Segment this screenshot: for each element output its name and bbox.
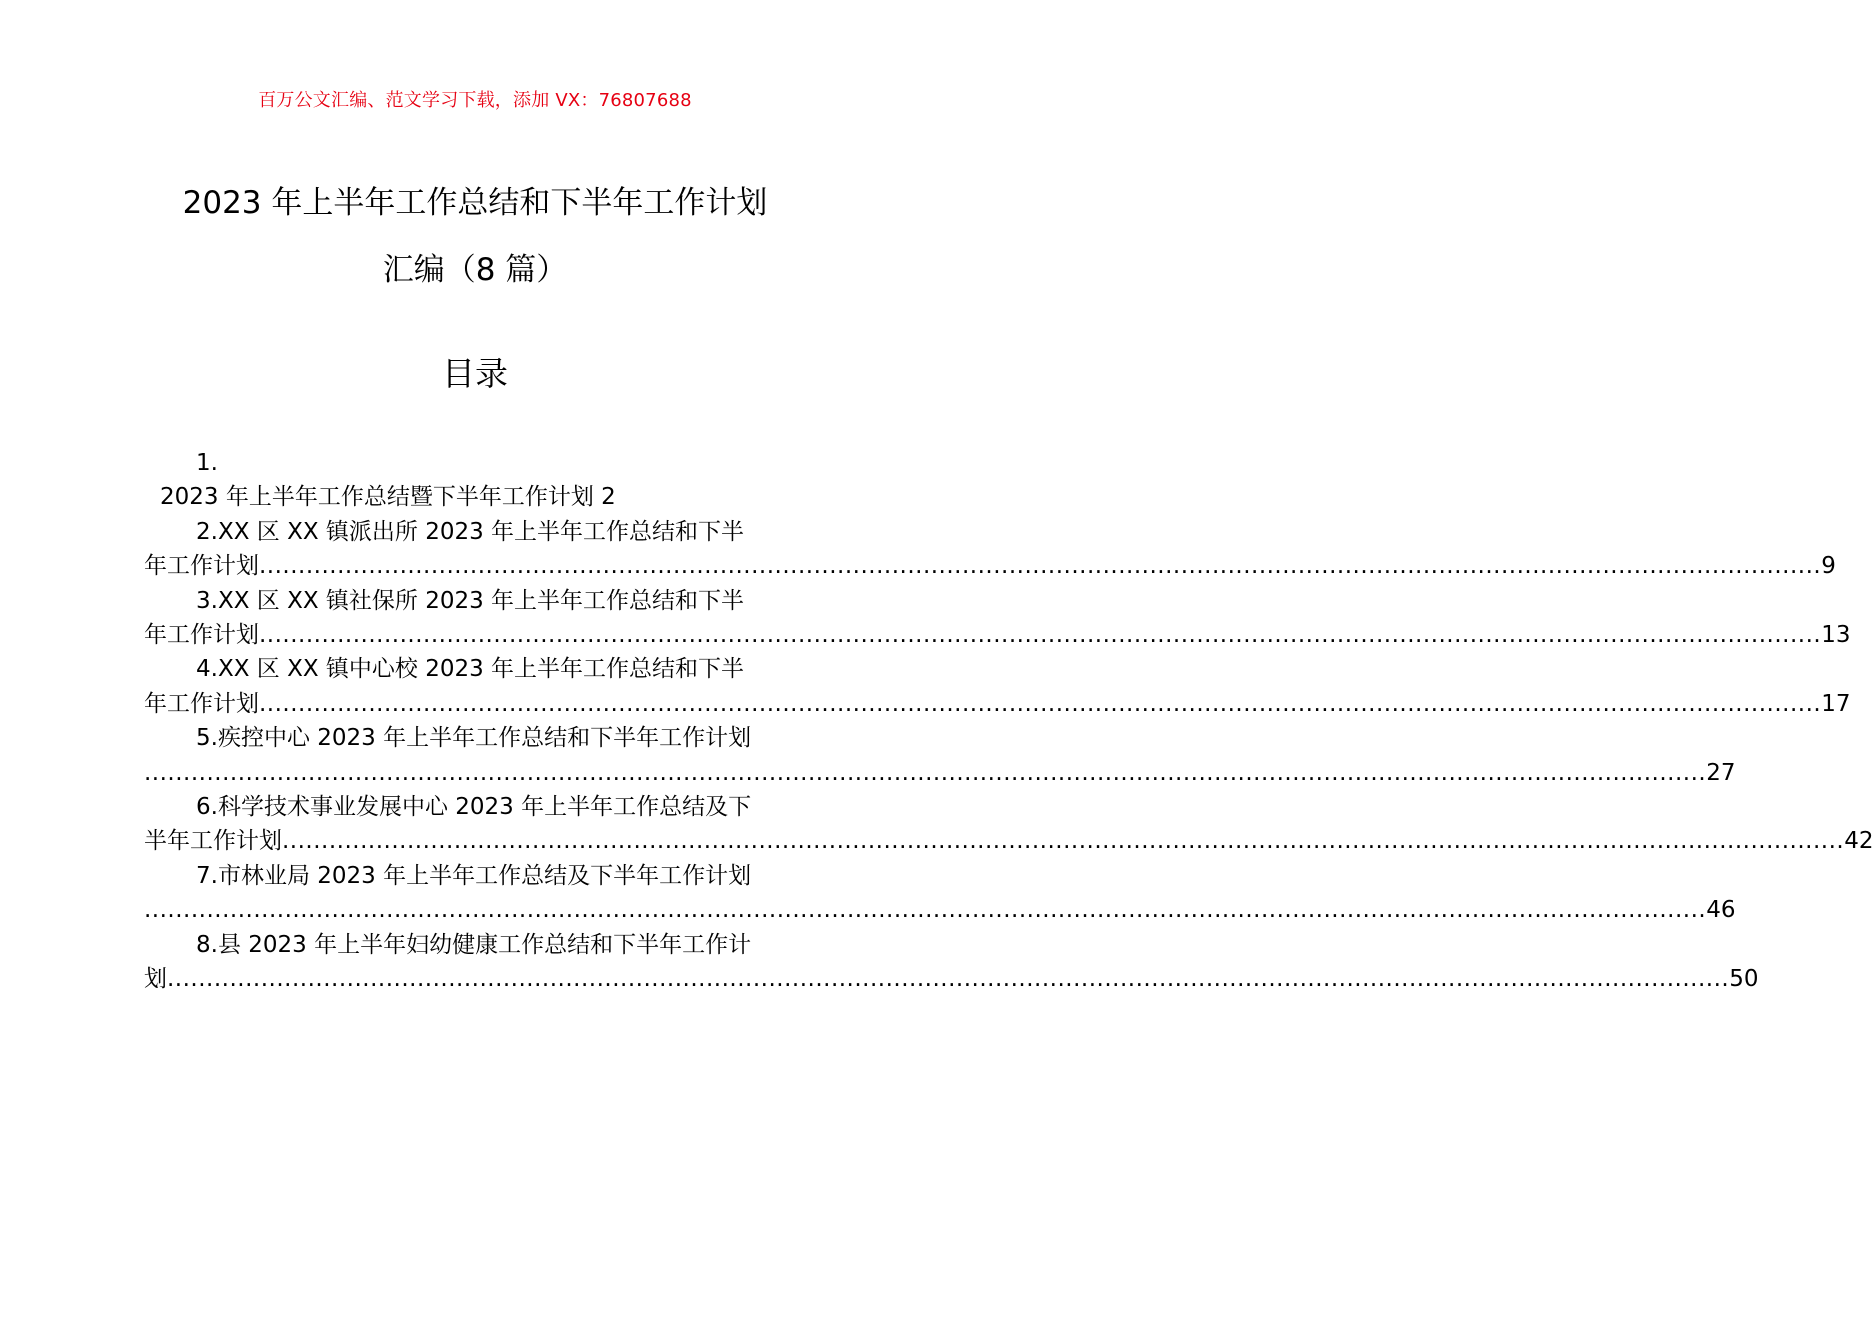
toc-entry-1[interactable] <box>144 446 806 515</box>
toc-entry-5-page: 27 <box>1706 759 1736 786</box>
toc-leader-dots: ........................................................................................................................................................................................................ <box>167 966 1730 993</box>
toc-entry-8-title-cont: 划 <box>144 966 167 993</box>
toc-entry-1-number: 1. <box>196 450 218 476</box>
toc-entry-7-page: 46 <box>1706 897 1736 924</box>
document-title-line2: 汇编（8 篇） <box>382 252 568 288</box>
toc-entry-6-title: 6.科学技术事业发展中心 2023 年上半年工作总结及下 <box>196 794 752 821</box>
document-title-line1: 2023 年上半年工作总结和下半年工作计划 <box>182 185 768 221</box>
toc-entry-6[interactable] <box>144 790 1874 859</box>
toc-entry-4-title: 4.XX 区 XX 镇中心校 2023 年上半年工作总结和下半 <box>196 656 745 683</box>
toc-entry-3-title: 3.XX 区 XX 镇社保所 2023 年上半年工作总结和下半 <box>196 587 745 614</box>
toc-entry-8-title: 8.县 2023 年上半年妇幼健康工作总结和下半年工作计 <box>196 931 752 958</box>
toc-entry-2-page: 9 <box>1821 553 1836 580</box>
toc-entry-3[interactable] <box>144 584 1851 653</box>
toc-heading: 目录 <box>442 354 508 393</box>
toc-entry-5-title: 5.疾控中心 2023 年上半年工作总结和下半年工作计划 <box>196 725 752 752</box>
toc-entry-6-page: 42 <box>1844 828 1874 855</box>
toc-entry-3-page: 13 <box>1821 622 1851 649</box>
header-note: 百万公文汇编、范文学习下载，添加 VX：76807688 <box>258 90 692 111</box>
toc-entry-2[interactable] <box>144 515 1836 584</box>
toc-entry-6-title-cont: 半年工作计划 <box>144 828 282 855</box>
toc-entry-2-title-cont: 年工作计划 <box>144 553 259 580</box>
toc-leader-dots: ........................................................................................................................................................................................................ <box>144 759 1707 786</box>
toc-leader-dots: ........................................................................................................................................................................................................ <box>259 622 1822 649</box>
toc-leader-dots: ........................................................................................................................................................................................................ <box>259 690 1822 717</box>
toc-entry-1-title: 2023 年上半年工作总结暨下半年工作计划 2 <box>160 484 616 511</box>
table-of-contents <box>144 446 1874 997</box>
toc-entry-5[interactable] <box>144 721 1736 790</box>
toc-entry-4[interactable] <box>144 652 1851 721</box>
toc-entry-4-title-cont: 年工作计划 <box>144 690 259 717</box>
toc-leader-dots: ........................................................................................................................................................................................................ <box>144 897 1707 924</box>
toc-entry-2-title: 2.XX 区 XX 镇派出所 2023 年上半年工作总结和下半 <box>196 518 745 545</box>
toc-entry-4-page: 17 <box>1821 690 1851 717</box>
toc-entry-3-title-cont: 年工作计划 <box>144 622 259 649</box>
toc-leader-dots: ........................................................................................................................................................................................................ <box>259 553 1822 580</box>
toc-entry-8[interactable] <box>144 928 1759 997</box>
toc-entry-7[interactable] <box>144 859 1736 928</box>
toc-leader-dots: ........................................................................................................................................................................................................ <box>282 828 1845 855</box>
toc-entry-8-page: 50 <box>1729 966 1759 993</box>
toc-entry-7-title: 7.市林业局 2023 年上半年工作总结及下半年工作计划 <box>196 862 752 889</box>
